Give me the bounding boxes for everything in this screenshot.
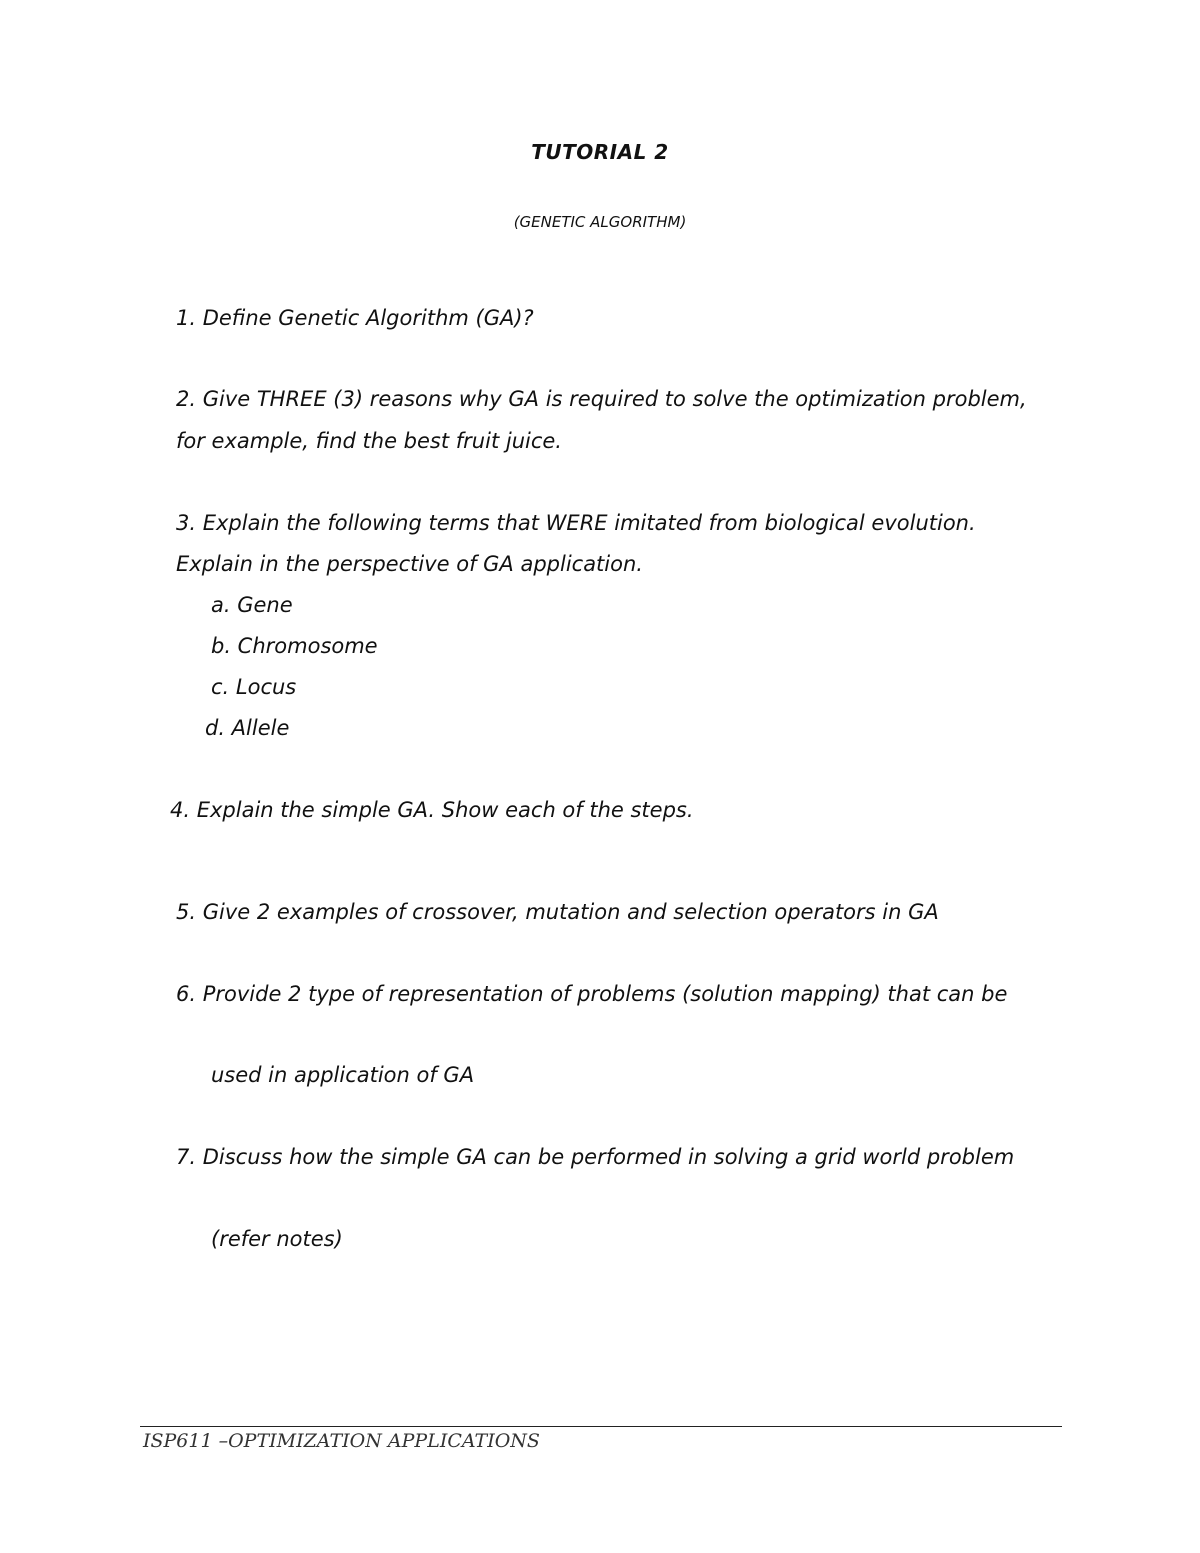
question-3-line-1: 3. Explain the following terms that WERE imitated from biological evolution. bbox=[176, 511, 976, 535]
question-6-line-1: 6. Provide 2 type of representation of problems (solution mapping) that can be bbox=[176, 982, 1008, 1006]
question-3-subitem-d: d. Allele bbox=[205, 716, 290, 740]
question-1-line-1: 1. Define Genetic Algorithm (GA)? bbox=[176, 306, 534, 330]
footer-text: ISP611 –OPTIMIZATION APPLICATIONS bbox=[143, 1430, 540, 1452]
page-subtitle: (GENETIC ALGORITHM) bbox=[513, 213, 687, 231]
question-3-subitem-b: b. Chromosome bbox=[211, 634, 378, 658]
question-6-line-2: used in application of GA bbox=[211, 1063, 475, 1087]
question-7-line-1: 7. Discuss how the simple GA can be performed in solving a grid world problem bbox=[176, 1145, 1015, 1169]
page-title: TUTORIAL 2 bbox=[531, 140, 669, 164]
question-3-subitem-c: c. Locus bbox=[211, 675, 297, 699]
question-5-line-1: 5. Give 2 examples of crossover, mutation and selection operators in GA bbox=[176, 900, 939, 924]
question-2-line-1: 2. Give THREE (3) reasons why GA is required to solve the optimization problem, bbox=[176, 387, 1027, 411]
question-3-subitem-a: a. Gene bbox=[211, 593, 293, 617]
question-7-line-2: (refer notes) bbox=[211, 1227, 343, 1251]
question-3-line-2: Explain in the perspective of GA application. bbox=[176, 552, 643, 576]
question-2-line-2: for example, find the best fruit juice. bbox=[176, 429, 562, 453]
footer-divider bbox=[140, 1426, 1062, 1427]
question-4-line-1: 4. Explain the simple GA. Show each of the steps. bbox=[170, 798, 694, 822]
